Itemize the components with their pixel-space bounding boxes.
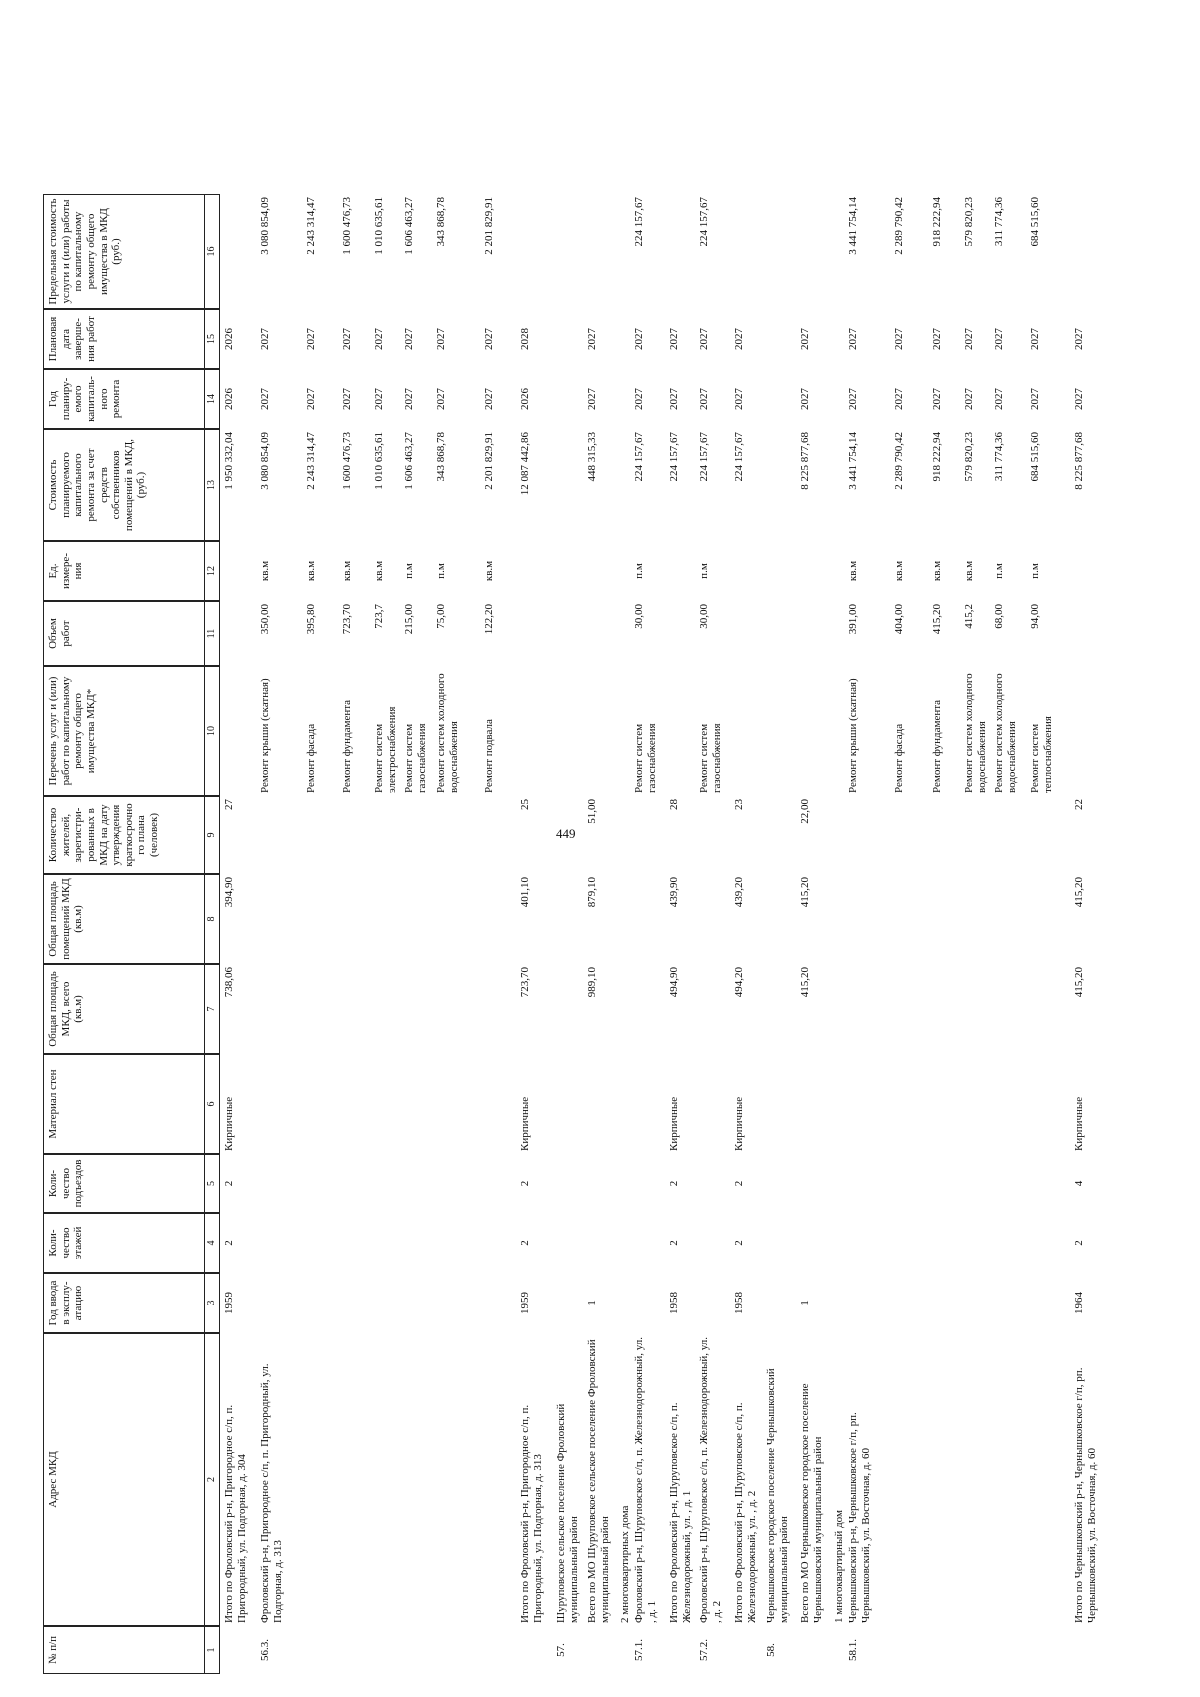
year-built: 1964 xyxy=(1073,1292,1085,1314)
header-cost: Стоимость планируемого капитального ремонта за счет средств собственников помещений в МКД, (руб.) xyxy=(43,429,205,541)
work-volume: 30,00 xyxy=(633,604,645,629)
page-number: 449 xyxy=(556,826,576,841)
completion-year: 2027 xyxy=(483,328,495,350)
cost: 1 950 332,04 xyxy=(223,432,235,490)
col-number: 15 xyxy=(204,309,220,369)
cost: 1 606 463,27 xyxy=(403,432,415,490)
header-year: Год ввода в эксплу-атацию xyxy=(43,1273,205,1333)
col-number: 12 xyxy=(204,541,220,601)
unit: кв.м xyxy=(893,560,905,582)
unit: п.м xyxy=(403,563,415,579)
unit: кв.м xyxy=(259,560,271,582)
floors: 2 xyxy=(733,1240,745,1246)
header-residents: Количество жителей, зарегистри-рованных в МКД на дату утверждения краткосрочно го плана (человек) xyxy=(43,796,205,874)
unit: кв.м xyxy=(931,560,943,582)
work-volume: 391,00 xyxy=(847,604,859,635)
unit: кв.м xyxy=(847,560,859,582)
completion-year: 2027 xyxy=(633,328,645,350)
plan-year: 2027 xyxy=(931,388,943,410)
total-area: 494,90 xyxy=(668,967,680,998)
plan-year: 2027 xyxy=(341,388,353,410)
row-number: 57.1. xyxy=(633,1639,645,1661)
work-volume: 30,00 xyxy=(698,604,710,629)
header-unit: Ед. измере-ния xyxy=(43,541,205,601)
residents: 25 xyxy=(519,799,531,810)
work-type: Ремонт крыши (скатная) xyxy=(259,678,271,793)
plan-year: 2027 xyxy=(1073,388,1085,410)
address: Чернышковский р-н, Чернышковское г/п, рп. Чернышковский, ул. Восточная, д. 60 xyxy=(847,1412,872,1623)
work-volume: 415,2 xyxy=(963,604,975,629)
limit-cost: 1 600 476,73 xyxy=(341,197,353,255)
work-volume: 723,70 xyxy=(341,604,353,635)
work-type: Ремонт систем холодного водоснабжения xyxy=(963,673,988,793)
address: Чернышковское городское поселение Чернышковский муниципальный район xyxy=(765,1368,790,1623)
row-number: 57. xyxy=(555,1643,567,1657)
limit-cost: 224 157,67 xyxy=(633,197,645,247)
cost: 3 441 754,14 xyxy=(847,432,859,490)
floors: 2 xyxy=(519,1240,531,1246)
completion-year: 2026 xyxy=(223,328,235,350)
work-type: Ремонт подвала xyxy=(483,719,495,793)
limit-cost: 3 441 754,14 xyxy=(847,197,859,255)
work-type: Ремонт фасада xyxy=(893,723,905,793)
work-volume: 350,00 xyxy=(259,604,271,635)
cost: 3 080 854,09 xyxy=(259,432,271,490)
plan-year: 2027 xyxy=(799,388,811,410)
completion-year: 2027 xyxy=(799,328,811,350)
col-number: 1 xyxy=(204,1626,220,1674)
plan-year: 2027 xyxy=(435,388,447,410)
address: 2 многоквартирных дома xyxy=(619,1505,631,1623)
plan-year: 2027 xyxy=(993,388,1005,410)
plan-year: 2027 xyxy=(668,388,680,410)
completion-year: 2027 xyxy=(668,328,680,350)
plan-year: 2027 xyxy=(963,388,975,410)
work-volume: 395,80 xyxy=(305,604,317,635)
plan-year: 2027 xyxy=(698,388,710,410)
rotated-table xyxy=(43,38,1193,1674)
floors: 2 xyxy=(668,1240,680,1246)
premises-area: 415,20 xyxy=(1073,877,1085,908)
col-number: 10 xyxy=(204,666,220,796)
residents: 27 xyxy=(223,799,235,810)
cost: 224 157,67 xyxy=(633,432,645,482)
work-type: Ремонт крыши (скатная) xyxy=(847,678,859,793)
cost: 12 087 442,86 xyxy=(519,432,531,496)
plan-year: 2027 xyxy=(483,388,495,410)
completion-year: 2027 xyxy=(341,328,353,350)
plan-year: 2027 xyxy=(305,388,317,410)
floors: 2 xyxy=(1073,1240,1085,1246)
unit: п.м xyxy=(435,563,447,579)
row-number: 57.2. xyxy=(698,1639,710,1661)
completion-year: 2027 xyxy=(1073,328,1085,350)
work-volume: 94,00 xyxy=(1029,604,1041,629)
col-number: 7 xyxy=(204,964,220,1054)
residents: 51,00 xyxy=(586,799,598,824)
col-number: 14 xyxy=(204,369,220,429)
plan-year: 2027 xyxy=(1029,388,1041,410)
cost: 1 010 635,61 xyxy=(373,432,385,490)
cost: 8 225 877,68 xyxy=(799,432,811,490)
row-number: 58.1. xyxy=(847,1639,859,1661)
address: 1 многоквартирный дом xyxy=(833,1510,845,1623)
limit-cost: 343 868,78 xyxy=(435,197,447,247)
address: Итого по Фроловский р-н, Пригородное с/п, п. Пригородный, ул. Подгорная, д. 313 xyxy=(519,1404,544,1623)
work-type: Ремонт систем газоснабжения xyxy=(633,723,658,793)
cost: 684 515,60 xyxy=(1029,432,1041,482)
premises-area: 401,10 xyxy=(519,877,531,908)
residents: 28 xyxy=(668,799,680,810)
total-area: 989,10 xyxy=(586,967,598,998)
plan-year: 2026 xyxy=(223,388,235,410)
col-number: 5 xyxy=(204,1154,220,1213)
plan-year: 2027 xyxy=(259,388,271,410)
unit: кв.м xyxy=(305,560,317,582)
limit-cost: 579 820,23 xyxy=(963,197,975,247)
col-number: 9 xyxy=(204,796,220,874)
unit: п.м xyxy=(633,563,645,579)
cost: 8 225 877,68 xyxy=(1073,432,1085,490)
limit-cost: 311 774,36 xyxy=(993,197,1005,247)
limit-cost: 918 222,94 xyxy=(931,197,943,247)
entrances: 2 xyxy=(519,1180,531,1187)
unit: кв.м xyxy=(483,560,495,582)
unit: кв.м xyxy=(373,560,385,582)
completion-year: 2028 xyxy=(519,328,531,350)
col-number: 2 xyxy=(204,1333,220,1626)
completion-year: 2027 xyxy=(403,328,415,350)
header-material: Материал стен xyxy=(43,1054,205,1154)
header-num: № п/п xyxy=(43,1626,205,1674)
premises-area: 439,90 xyxy=(668,877,680,908)
completion-year: 2027 xyxy=(733,328,745,350)
col-number: 8 xyxy=(204,874,220,964)
completion-year: 2027 xyxy=(893,328,905,350)
limit-cost: 2 201 829,91 xyxy=(483,197,495,255)
header-address: Адрес МКД xyxy=(43,1333,205,1626)
completion-year: 2027 xyxy=(993,328,1005,350)
total-area: 738,06 xyxy=(223,967,235,998)
year-built: 1959 xyxy=(223,1292,235,1314)
residents: 22 xyxy=(1073,799,1085,810)
wall-material: Кирпичные xyxy=(733,1096,745,1151)
unit: п.м xyxy=(698,563,710,579)
header-entrances: Коли-чество подъездов xyxy=(43,1154,205,1213)
premises-area: 439,20 xyxy=(733,877,745,908)
completion-year: 2027 xyxy=(435,328,447,350)
address: Итого по Фроловский р-н, Шуруповское с/п, п. Железнодорожный, ул. , д. 2 xyxy=(733,1402,758,1623)
cost: 2 289 790,42 xyxy=(893,432,905,490)
entrances: 2 xyxy=(733,1180,745,1187)
cost: 2 243 314,47 xyxy=(305,432,317,490)
completion-year: 2027 xyxy=(698,328,710,350)
plan-year: 2027 xyxy=(633,388,645,410)
year-built: 1958 xyxy=(668,1292,680,1314)
limit-cost: 3 080 854,09 xyxy=(259,197,271,255)
work-volume: 68,00 xyxy=(993,604,1005,629)
work-type: Ремонт систем теплоснабжения xyxy=(1029,716,1054,793)
limit-cost: 2 243 314,47 xyxy=(305,197,317,255)
row-number: 56.3. xyxy=(259,1639,271,1661)
col-number: 4 xyxy=(204,1213,220,1273)
limit-cost: 1 010 635,61 xyxy=(373,197,385,255)
col-number: 3 xyxy=(204,1273,220,1333)
entrances: 2 xyxy=(668,1180,680,1187)
header-area-premises: Общая площадь помещений МКД (кв.м) xyxy=(43,874,205,964)
work-volume: 415,20 xyxy=(931,604,943,635)
completion-year: 2027 xyxy=(1029,328,1041,350)
header-completion: Плановая дата заверше-ния работ xyxy=(43,309,205,369)
wall-material: Кирпичные xyxy=(668,1096,680,1151)
completion-year: 2027 xyxy=(305,328,317,350)
wall-material: Кирпичные xyxy=(223,1096,235,1151)
address: Всего по МО Шуруповское сельское поселение Фроловский муниципальный район xyxy=(586,1339,611,1623)
unit: кв.м xyxy=(341,560,353,582)
residents: 23 xyxy=(733,799,745,810)
plan-year: 2026 xyxy=(519,388,531,410)
address: Фроловский р-н, Шуруповское с/п, п. Железнодорожный, ул. , д. 2 xyxy=(698,1336,723,1623)
work-volume: 404,00 xyxy=(893,604,905,635)
total-area: 415,20 xyxy=(799,967,811,998)
col-number: 13 xyxy=(204,429,220,541)
completion-year: 2027 xyxy=(373,328,385,350)
plan-year: 2027 xyxy=(373,388,385,410)
work-type: Ремонт систем холодного водоснабжения xyxy=(435,673,460,793)
work-type: Ремонт систем газоснабжения xyxy=(403,723,428,793)
work-volume: 75,00 xyxy=(435,604,447,629)
year-built: 1959 xyxy=(519,1292,531,1314)
work-type: Ремонт систем холодного водоснабжения xyxy=(993,673,1018,793)
floors: 2 xyxy=(223,1240,235,1246)
cost: 1 600 476,73 xyxy=(341,432,353,490)
cost: 579 820,23 xyxy=(963,432,975,482)
total-area: 494,20 xyxy=(733,967,745,998)
work-type: Ремонт фундамента xyxy=(341,699,353,793)
cost: 918 222,94 xyxy=(931,432,943,482)
address: Итого по Фроловский р-н, Пригородное с/п, п. Пригородный, ул. Подгорная, д. 304 xyxy=(223,1404,248,1623)
wall-material: Кирпичные xyxy=(519,1096,531,1151)
total-area: 723,70 xyxy=(519,967,531,998)
address: Итого по Фроловский р-н, Шуруповское с/п, п. Железнодорожный, ул. , д. 1 xyxy=(668,1402,693,1623)
work-volume: 723,7 xyxy=(373,604,385,629)
header-floors: Коли-чество этажей xyxy=(43,1213,205,1273)
header-works: Перечень услуг и (или) работ по капитальному ремонту общего имущества МКД* xyxy=(43,666,205,796)
address: Итого по Чернышковский р-н, Чернышковское г/п, рп. Чернышковский, ул. Восточная, д. 60 xyxy=(1073,1367,1098,1623)
cost: 224 157,67 xyxy=(733,432,745,482)
col-number: 11 xyxy=(204,601,220,666)
unit: п.м xyxy=(993,563,1005,579)
year-built: 1 xyxy=(799,1300,811,1306)
completion-year: 2027 xyxy=(259,328,271,350)
completion-year: 2027 xyxy=(963,328,975,350)
work-type: Ремонт систем газоснабжения xyxy=(698,723,723,793)
work-volume: 122,20 xyxy=(483,604,495,635)
plan-year: 2027 xyxy=(893,388,905,410)
completion-year: 2027 xyxy=(847,328,859,350)
year-built: 1958 xyxy=(733,1292,745,1314)
work-type: Ремонт систем электроснабжения xyxy=(373,706,398,793)
cost: 224 157,67 xyxy=(668,432,680,482)
col-number: 16 xyxy=(204,194,220,309)
col-number: 6 xyxy=(204,1054,220,1154)
entrances: 4 xyxy=(1073,1180,1085,1187)
cost: 311 774,36 xyxy=(993,432,1005,482)
limit-cost: 224 157,67 xyxy=(698,197,710,247)
plan-year: 2027 xyxy=(847,388,859,410)
header-volume: Объем работ xyxy=(43,601,205,666)
plan-year: 2027 xyxy=(403,388,415,410)
header-plan-year: Год планиру-емого капиталь-ного ремонта xyxy=(43,369,205,429)
row-number: 58. xyxy=(765,1643,777,1657)
address: Фроловский р-н, Пригородное с/п, п. Пригородный, ул. Подгорная, д. 313 xyxy=(259,1363,284,1623)
year-built: 1 xyxy=(586,1300,598,1306)
address: Всего по МО Чернышковское городское поселение Чернышковский муниципальный район xyxy=(799,1383,824,1623)
limit-cost: 1 606 463,27 xyxy=(403,197,415,255)
wall-material: Кирпичные xyxy=(1073,1096,1085,1151)
work-type: Ремонт фасада xyxy=(305,723,317,793)
entrances: 2 xyxy=(223,1180,235,1187)
cost: 2 201 829,91 xyxy=(483,432,495,490)
cost: 448 315,33 xyxy=(586,432,598,482)
cost: 343 868,78 xyxy=(435,432,447,482)
header-limit-cost: Предельная стоимость услуги и (или) работы по капитальному ремонту общего имущества в МКД (руб.) xyxy=(43,194,205,309)
address: Фроловский р-н, Шуруповское с/п, п. Железнодорожный, ул. , д. 1 xyxy=(633,1336,658,1623)
limit-cost: 2 289 790,42 xyxy=(893,197,905,255)
header-area: Общая площадь МКД, всего (кв.м) xyxy=(43,964,205,1054)
address: Шуруповское сельское поселение Фроловский муниципальный район xyxy=(555,1403,580,1623)
limit-cost: 684 515,60 xyxy=(1029,197,1041,247)
work-type: Ремонт фундамента xyxy=(931,699,943,793)
completion-year: 2027 xyxy=(586,328,598,350)
plan-year: 2027 xyxy=(586,388,598,410)
plan-year: 2027 xyxy=(733,388,745,410)
residents: 22,00 xyxy=(799,799,811,824)
unit: п.м xyxy=(1029,563,1041,579)
unit: кв.м xyxy=(963,560,975,582)
cost: 224 157,67 xyxy=(698,432,710,482)
completion-year: 2027 xyxy=(931,328,943,350)
premises-area: 415,20 xyxy=(799,877,811,908)
total-area: 415,20 xyxy=(1073,967,1085,998)
work-volume: 215,00 xyxy=(403,604,415,635)
premises-area: 879,10 xyxy=(586,877,598,908)
premises-area: 394,90 xyxy=(223,877,235,908)
